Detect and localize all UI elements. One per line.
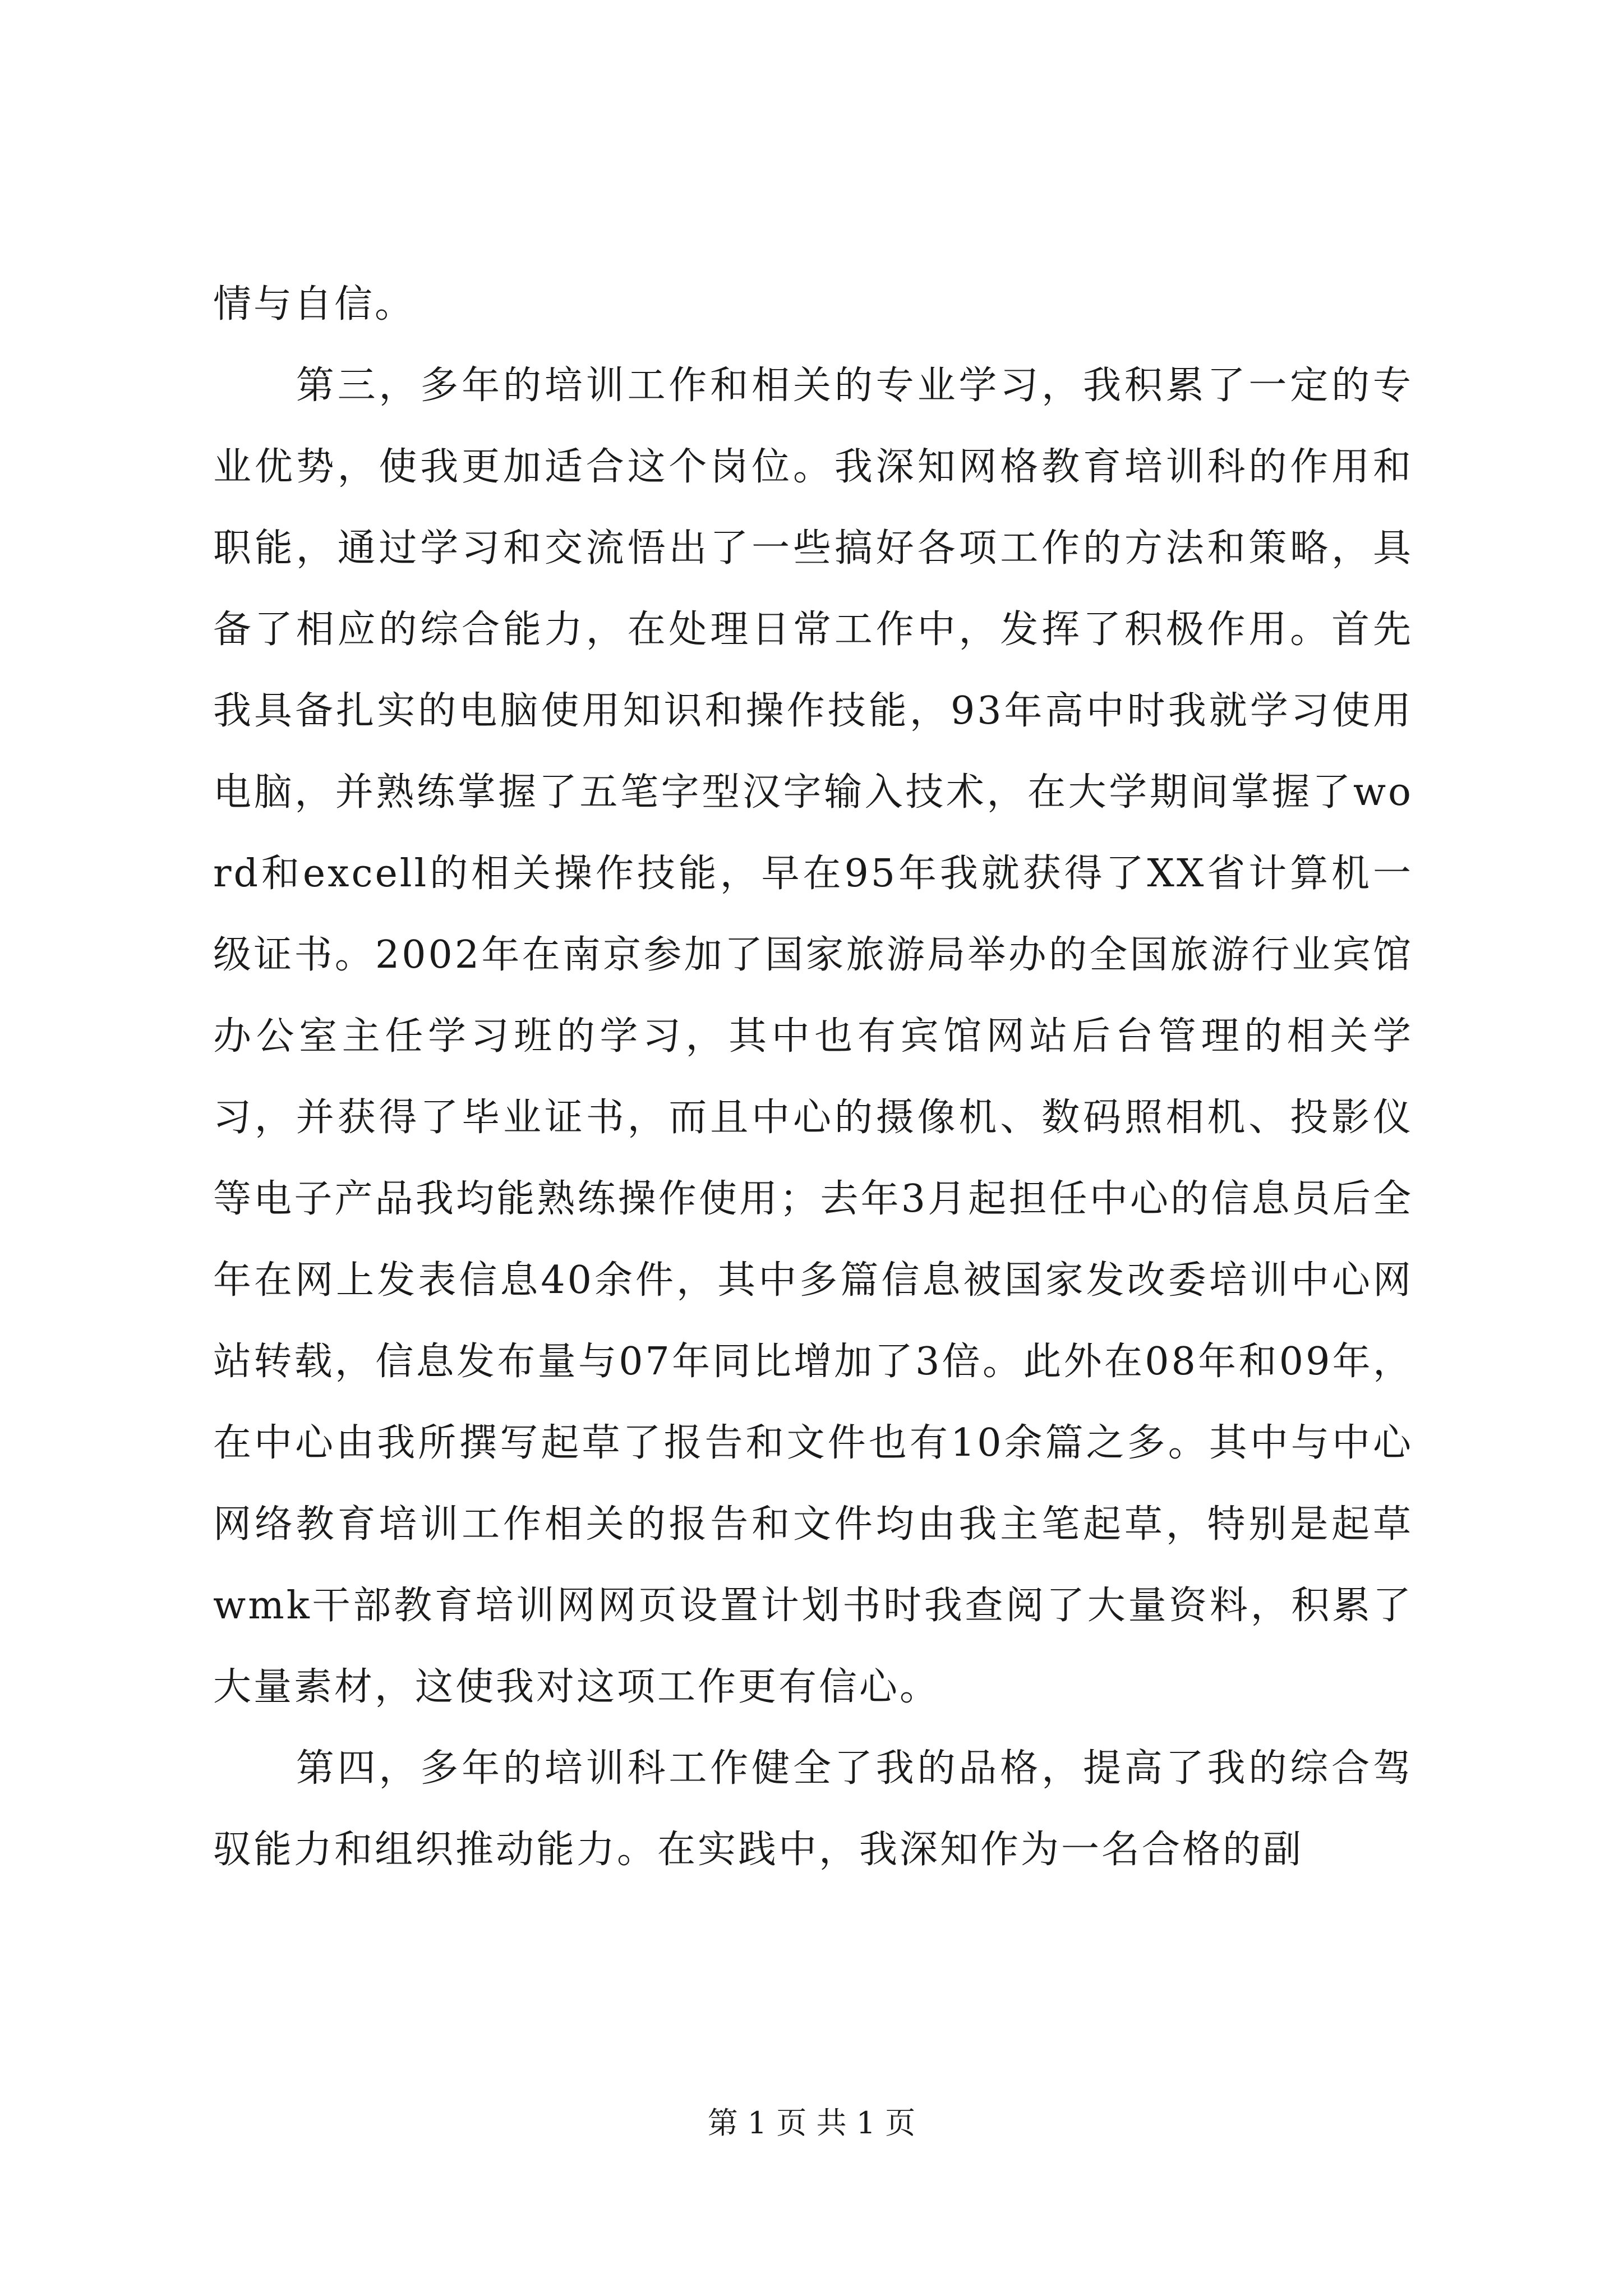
paragraph-continuation: 情与自信。 <box>213 282 416 326</box>
paragraph-fourth-point: 第四，多年的培训科工作健全了我的品格，提高了我的综合驾驭能力和组织推动能力。在实践中，我深知作为一名合格的副 <box>213 1746 1413 1872</box>
document-body <box>213 264 1413 1890</box>
page-number-footer: 第 1 页 共 1 页 <box>707 2105 916 2141</box>
paragraph-third-point: 第三，多年的培训工作和相关的专业学习，我积累了一定的专业优势，使我更加适合这个岗位。我深知网格教育培训科的作用和职能，通过学习和交流悟出了一些搞好各项工作的方法和策略，具备了相应的综合能力，在处理日常工作中，发挥了积极作用。首先我具备扎实的电脑使用知识和操作技能，93年高中时我就学习使用电脑，并熟练掌握了五笔字型汉字输入技术，在大学期间掌握了word和excell的相关操作技能，早在95年我就获得了XX省计算机一级证书。2002年在南京参加了国家旅游局举办的全国旅游行业宾馆办公室主任学习班的学习，其中也有宾馆网站后台管理的相关学习，并获得了毕业证书，而且中心的摄像机、数码照相机、投影仪等电子产品我均能熟练操作使用；去年3月起担任中心的信息员后全年在网上发表信息40余件，其中多篇信息被国家发改委培训中心网站转载，信息发布量与07年同比增加了3倍。此外在08年和09年，在中心由我所撰写起草了报告和文件也有10余篇之多。其中与中心网络教育培训工作相关的报告和文件均由我主笔起草，特别是起草wmk干部教育培训网网页设置计划书时我查阅了大量资料，积累了大量素材，这使我对这项工作更有信心。 <box>213 364 1413 1709</box>
